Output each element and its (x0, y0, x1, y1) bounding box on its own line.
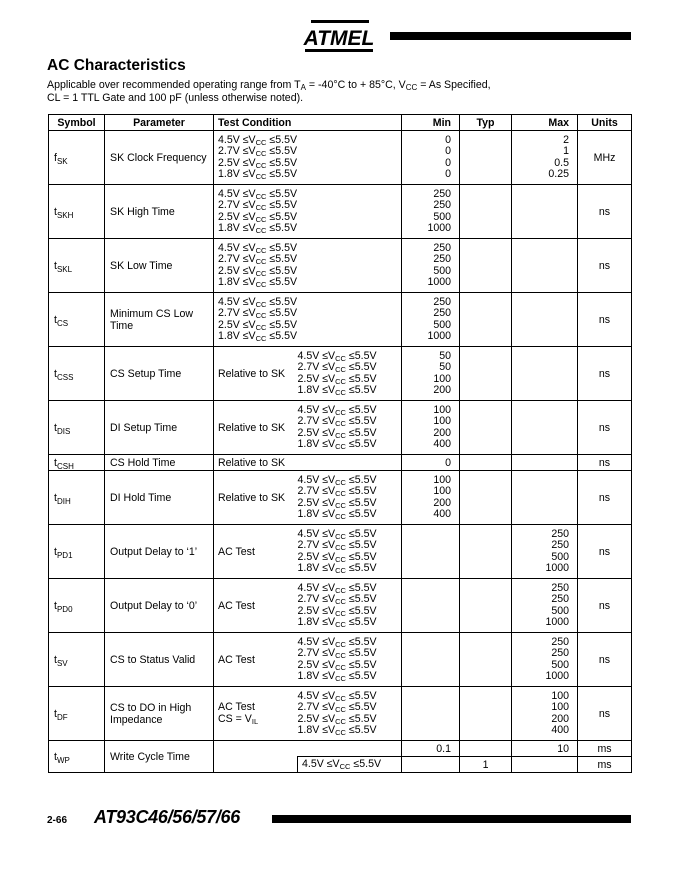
units-cell: ns (578, 401, 632, 455)
min-cell (402, 347, 460, 401)
typ-cell (460, 687, 512, 741)
max-cell (512, 471, 578, 525)
vcc-condition: $4.5V \le V_{CC} \le 5.5V$ (218, 187, 298, 201)
vcc-condition: $4.5V \le V_{CC} \le 5.5V$ (297, 473, 377, 487)
vcc-condition: $1.8V \le V_{CC} \le 5.5V$ (218, 222, 298, 235)
value: 500 (551, 550, 570, 563)
vcc-condition: $2.7V \le V_{CC} \le 5.5V$ (218, 199, 298, 212)
symbol-cell: $t_{DIH}$ (49, 471, 105, 525)
min-cell (402, 633, 460, 687)
max-cell (512, 525, 578, 579)
symbol-cell: $t_{SKH}$ (49, 185, 105, 239)
value: 50 (439, 361, 452, 373)
max-cell (512, 293, 578, 347)
min-cell (402, 239, 460, 293)
symbol-cell: $t_{PD0}$ (49, 579, 105, 633)
parameter-cell: CS Setup Time (105, 347, 214, 401)
symbol-cell: $t_{DF}$ (49, 687, 105, 741)
vcc-condition: $1.8V \le V_{CC} \le 5.5V$ (218, 330, 298, 343)
condition-cell (214, 239, 402, 293)
parameter-cell: Write Cycle Time (105, 741, 214, 773)
value: 0 (445, 145, 452, 157)
header-parameter: Parameter (105, 115, 214, 131)
units-cell: ns (578, 687, 632, 741)
value: 1000 (545, 562, 570, 574)
value: 1000 (545, 670, 570, 682)
value: 250 (433, 199, 452, 211)
max-cell (512, 401, 578, 455)
symbol-cell: $t_{SV}$ (49, 633, 105, 687)
condition-cell (298, 347, 402, 401)
value: 250 (551, 581, 570, 594)
min-cell (402, 757, 460, 773)
table-row (49, 633, 632, 687)
table-row (49, 741, 632, 757)
parameter-cell: SK High Time (105, 185, 214, 239)
header-rule (390, 32, 631, 40)
vcc-condition: $1.8V \le V_{CC} \le 5.5V$ (218, 168, 298, 181)
max-cell (512, 633, 578, 687)
typ-cell (460, 525, 512, 579)
condition-cell: Relative to SK (214, 471, 298, 525)
condition-cell (214, 741, 298, 773)
value: 500 (551, 604, 570, 617)
vcc-condition: $2.5V \le V_{CC} \le 5.5V$ (218, 264, 298, 278)
vcc-condition-list (298, 475, 402, 521)
value-list (402, 351, 451, 397)
value: 250 (433, 307, 452, 319)
value: 250 (433, 295, 452, 308)
value: 100 (551, 689, 570, 702)
max-cell (512, 347, 578, 401)
vcc-condition: $4.5V \le V_{CC} \le 5.5V$ (297, 635, 377, 649)
value: 400 (433, 508, 452, 520)
condition-cell: AC Test CS = $V_{IL}$ (214, 687, 298, 741)
vcc-condition: $4.5V \le V_{CC} \le 5.5V$ (297, 349, 377, 363)
value: 200 (433, 496, 452, 509)
max-cell (512, 455, 578, 471)
vcc-condition: $4.5V \le V_{CC} \le 5.5V$ (218, 295, 298, 309)
vcc-condition: $2.5V \le V_{CC} \le 5.5V$ (218, 318, 298, 332)
vcc-condition: $2.7V \le V_{CC} \le 5.5V$ (297, 539, 377, 552)
header-max: Max (512, 115, 578, 131)
header-units: Units (578, 115, 632, 131)
value: 0 (445, 168, 452, 180)
max-cell (512, 131, 578, 185)
vcc-condition: $2.7V \le V_{CC} \le 5.5V$ (297, 485, 377, 498)
vcc-condition: $2.7V \le V_{CC} \le 5.5V$ (297, 593, 377, 606)
svg-text:ATMEL: ATMEL (303, 27, 375, 50)
max-cell (512, 757, 578, 773)
table-row (49, 293, 632, 347)
condition-cell (298, 525, 402, 579)
min-cell (402, 471, 460, 525)
section-title: AC Characteristics (47, 57, 186, 74)
parameter-cell: SK Clock Frequency (105, 131, 214, 185)
condition-cell: Relative to SK (214, 455, 298, 471)
value: 200 (433, 384, 452, 396)
condition-cell (298, 633, 402, 687)
max-cell: 10 (512, 741, 578, 757)
parameter-cell: DI Setup Time (105, 401, 214, 455)
units-cell: ns (578, 347, 632, 401)
value: 500 (433, 210, 452, 223)
value: 250 (551, 527, 570, 540)
units-cell: ns (578, 471, 632, 525)
typ-cell (460, 347, 512, 401)
vcc-condition: $2.5V \le V_{CC} \le 5.5V$ (297, 426, 377, 440)
typ-cell (460, 579, 512, 633)
vcc-condition-list (218, 135, 401, 181)
vcc-condition: $1.8V \le V_{CC} \le 5.5V$ (297, 508, 377, 521)
value: 250 (433, 253, 452, 265)
parameter-cell: CS to Status Valid (105, 633, 214, 687)
min-cell: 0 (402, 455, 460, 471)
value: 1000 (427, 222, 452, 234)
header-symbol: Symbol (49, 115, 105, 131)
condition-cell: Relative to SK (214, 347, 298, 401)
value-list (402, 135, 451, 181)
table-row (49, 525, 632, 579)
min-cell (402, 185, 460, 239)
vcc-condition: $4.5V \le V_{CC} \le 5.5V$ (297, 689, 377, 703)
min-cell (402, 131, 460, 185)
condition-cell: AC Test (214, 525, 298, 579)
value: 0.25 (548, 168, 570, 180)
symbol-cell: $t_{CSH}$ (49, 455, 105, 471)
value: 250 (551, 635, 570, 648)
max-cell (512, 185, 578, 239)
value: 250 (433, 187, 452, 200)
vcc-condition-list (298, 529, 402, 575)
vcc-condition-list (298, 691, 402, 737)
header-typ: Typ (460, 115, 512, 131)
typ-cell (460, 401, 512, 455)
units-cell: ns (578, 239, 632, 293)
vcc-condition: $2.5V \le V_{CC} \le 5.5V$ (297, 604, 377, 618)
vcc-condition: $2.5V \le V_{CC} \le 5.5V$ (218, 156, 298, 170)
condition-cell (214, 185, 402, 239)
vcc-condition: $1.8V \le V_{CC} \le 5.5V$ (297, 384, 377, 397)
value: 2 (563, 133, 570, 146)
value-list (512, 529, 569, 575)
symbol-cell: $t_{CSS}$ (49, 347, 105, 401)
units-cell: ns (578, 185, 632, 239)
value: 1000 (545, 616, 570, 628)
condition-cell: AC Test (214, 579, 298, 633)
symbol-cell: $t_{PD1}$ (49, 525, 105, 579)
value: 250 (551, 647, 570, 659)
condition-cell: Relative to SK (214, 401, 298, 455)
units-cell: ns (578, 455, 632, 471)
value: 400 (551, 724, 570, 736)
vcc-condition: $2.5V \le V_{CC} \le 5.5V$ (297, 372, 377, 386)
max-cell (512, 687, 578, 741)
value: 400 (433, 438, 452, 450)
condition-cell (214, 293, 402, 347)
condition-cell (298, 471, 402, 525)
value: 0.5 (554, 156, 570, 169)
symbol-cell: $t_{SKL}$ (49, 239, 105, 293)
value-list (402, 297, 451, 343)
typ-cell (460, 455, 512, 471)
typ-cell (460, 741, 512, 757)
units-cell: ns (578, 579, 632, 633)
value: 100 (433, 372, 452, 385)
typ-cell (460, 633, 512, 687)
vcc-condition-list (218, 297, 401, 343)
table-row (49, 239, 632, 293)
symbol-cell: $t_{WP}$ (49, 741, 105, 773)
value: 250 (551, 539, 570, 551)
value: 250 (433, 241, 452, 254)
vcc-condition: $2.7V \le V_{CC} \le 5.5V$ (218, 307, 298, 320)
table-row (49, 579, 632, 633)
value-list (512, 637, 569, 683)
value: 500 (433, 264, 452, 277)
min-cell (402, 687, 460, 741)
section-intro: Applicable over recommended operating range from $T_A = -40^\circ C$ to + 85°C, $V_{CC} = As$ Specified, CL = 1 TTL Gate and 100 pF (unless otherwise noted). (47, 79, 491, 104)
parameter-cell: Minimum CS Low Time (105, 293, 214, 347)
value: 0 (445, 133, 452, 146)
value: 1000 (427, 330, 452, 342)
typ-cell (460, 131, 512, 185)
header-test-condition: Test Condition (214, 115, 402, 131)
condition-cell: $4.5V \le V_{CC} \le 5.5V$ (298, 757, 402, 773)
vcc-condition-list (218, 243, 401, 289)
parameter-cell: CS to DO in High Impedance (105, 687, 214, 741)
value: 200 (551, 712, 570, 725)
vcc-condition: $2.5V \le V_{CC} \le 5.5V$ (297, 658, 377, 672)
value: 0 (445, 156, 452, 169)
units-cell: ms (578, 741, 632, 757)
units-cell: MHz (578, 131, 632, 185)
vcc-condition: $2.7V \le V_{CC} \le 5.5V$ (297, 701, 377, 714)
document-title: AT93C46/56/57/66 (94, 807, 240, 827)
vcc-condition-list (298, 351, 402, 397)
symbol-cell: $t_{DIS}$ (49, 401, 105, 455)
condition-cell (298, 579, 402, 633)
table-row (49, 131, 632, 185)
value: 100 (551, 701, 570, 713)
condition-cell (298, 741, 402, 757)
footer-rule (272, 815, 631, 823)
value: 100 (433, 403, 452, 416)
value-list (402, 475, 451, 521)
condition-cell (298, 455, 402, 471)
min-cell (402, 579, 460, 633)
vcc-condition: $2.5V \le V_{CC} \le 5.5V$ (218, 210, 298, 224)
vcc-condition: $1.8V \le V_{CC} \le 5.5V$ (297, 724, 377, 737)
vcc-condition: $4.5V \le V_{CC} \le 5.5V$ (297, 581, 377, 595)
condition-cell (214, 131, 402, 185)
vcc-condition: $2.5V \le V_{CC} \le 5.5V$ (297, 550, 377, 564)
value-list (402, 189, 451, 235)
vcc-condition: $2.7V \le V_{CC} \le 5.5V$ (297, 361, 377, 374)
units-cell: ms (578, 757, 632, 773)
units-cell: ns (578, 633, 632, 687)
table-row (49, 185, 632, 239)
value: 200 (433, 426, 452, 439)
value: 100 (433, 415, 452, 427)
min-cell (402, 525, 460, 579)
max-cell (512, 579, 578, 633)
value-list (512, 583, 569, 629)
vcc-condition-list (218, 189, 401, 235)
vcc-condition: $1.8V \le V_{CC} \le 5.5V$ (297, 670, 377, 683)
typ-cell (460, 239, 512, 293)
value-list (402, 405, 451, 451)
table-row (49, 687, 632, 741)
vcc-condition-list (298, 637, 402, 683)
units-cell: ns (578, 525, 632, 579)
units-cell: ns (578, 293, 632, 347)
parameter-cell: Output Delay to ‘1’ (105, 525, 214, 579)
typ-cell (460, 293, 512, 347)
parameter-cell: Output Delay to ‘0’ (105, 579, 214, 633)
page-number: 2-66 (47, 815, 68, 826)
vcc-condition: $2.7V \le V_{CC} \le 5.5V$ (297, 647, 377, 660)
symbol-cell: $f_{SK}$ (49, 131, 105, 185)
vcc-condition: $1.8V \le V_{CC} \le 5.5V$ (297, 438, 377, 451)
value: 1000 (427, 276, 452, 288)
vcc-condition: $2.7V \le V_{CC} \le 5.5V$ (297, 415, 377, 428)
max-cell (512, 239, 578, 293)
value: 250 (551, 593, 570, 605)
value: 500 (433, 318, 452, 331)
condition-cell: AC Test (214, 633, 298, 687)
table-row (49, 455, 632, 471)
typ-cell (460, 185, 512, 239)
vcc-condition: $2.5V \le V_{CC} \le 5.5V$ (297, 496, 377, 510)
value: 500 (551, 658, 570, 671)
min-cell: 0.1 (402, 741, 460, 757)
value: 50 (439, 349, 452, 362)
typ-cell: 1 (460, 757, 512, 773)
condition-cell (298, 401, 402, 455)
vcc-condition: $1.8V \le V_{CC} \le 5.5V$ (297, 616, 377, 629)
vcc-condition-list (298, 583, 402, 629)
vcc-condition: $2.7V \le V_{CC} \le 5.5V$ (218, 253, 298, 266)
table-row (49, 347, 632, 401)
parameter-cell: DI Hold Time (105, 471, 214, 525)
typ-cell (460, 471, 512, 525)
parameter-cell: CS Hold Time (105, 455, 214, 471)
vcc-condition: $4.5V \le V_{CC} \le 5.5V$ (297, 527, 377, 541)
value: 100 (433, 485, 452, 497)
symbol-cell: $t_{CS}$ (49, 293, 105, 347)
vcc-condition: $2.5V \le V_{CC} \le 5.5V$ (297, 712, 377, 726)
header-min: Min (402, 115, 460, 131)
value-list (512, 135, 569, 181)
table-header-row (49, 115, 632, 131)
min-cell (402, 293, 460, 347)
vcc-condition-list (298, 405, 402, 451)
table-row (49, 401, 632, 455)
value: 1 (563, 145, 570, 157)
parameter-cell: SK Low Time (105, 239, 214, 293)
ac-characteristics-table (48, 114, 632, 773)
value: 100 (433, 473, 452, 486)
atmel-logo (303, 20, 375, 52)
vcc-condition: $1.8V \le V_{CC} \le 5.5V$ (297, 562, 377, 575)
vcc-condition: $4.5V \le V_{CC} \le 5.5V$ (297, 403, 377, 417)
table-row (49, 471, 632, 525)
vcc-condition: $1.8V \le V_{CC} \le 5.5V$ (218, 276, 298, 289)
vcc-condition: $2.7V \le V_{CC} \le 5.5V$ (218, 145, 298, 158)
condition-cell (298, 687, 402, 741)
value-list (402, 243, 451, 289)
value-list (512, 691, 569, 737)
vcc-condition: $4.5V \le V_{CC} \le 5.5V$ (218, 133, 298, 147)
min-cell (402, 401, 460, 455)
vcc-condition: $4.5V \le V_{CC} \le 5.5V$ (218, 241, 298, 255)
